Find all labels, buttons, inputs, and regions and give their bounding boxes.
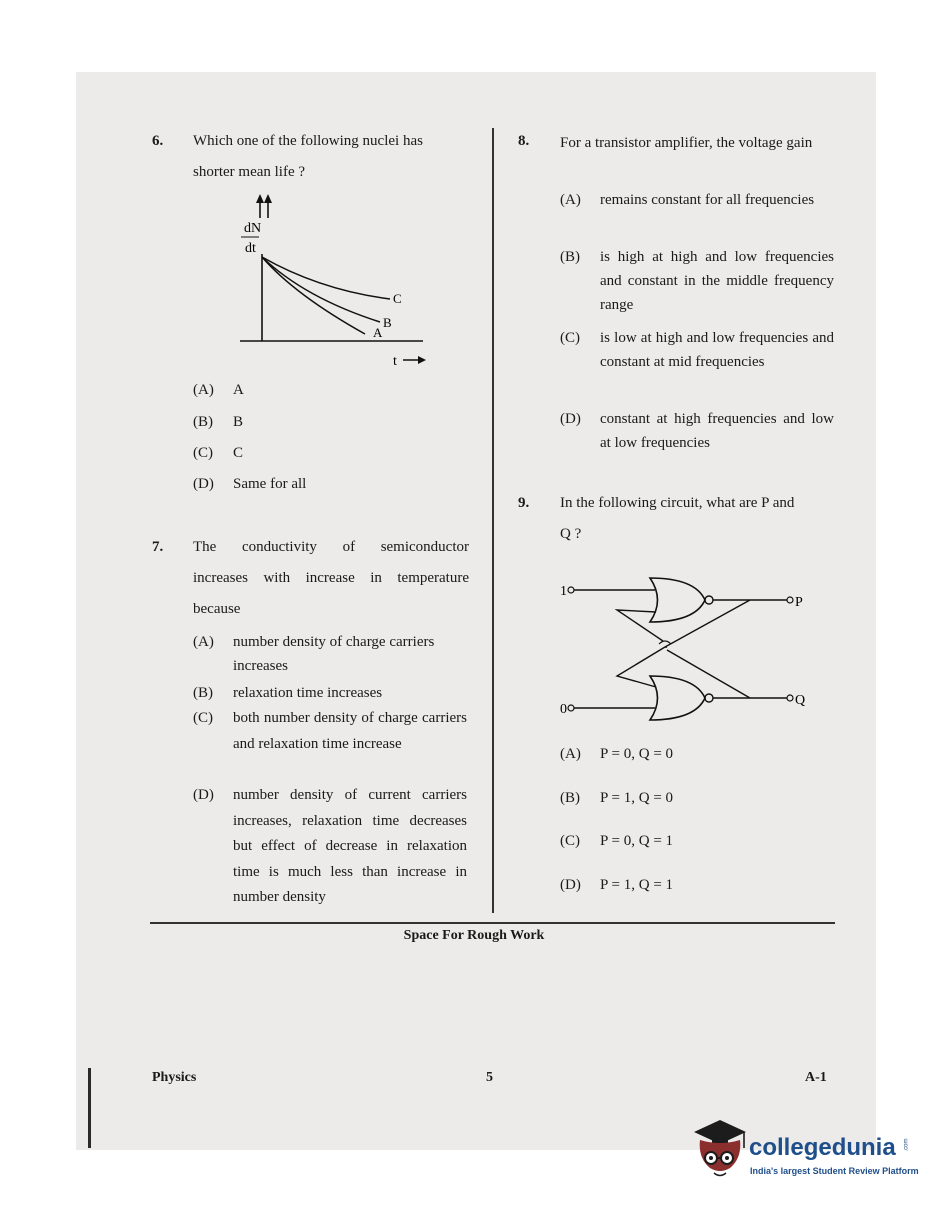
output-p-label: P — [795, 595, 803, 610]
q9-option-c: (C) P = 0, Q = 1 — [560, 833, 674, 849]
q7-option-d: (D) number density of current carriers increases, relaxation time decreases but effect of decrease in relaxation time is much less than increase in number density — [193, 787, 467, 905]
scan-edge-mark — [88, 1068, 91, 1148]
q9-option-a: (A) P = 0, Q = 0 — [560, 746, 674, 762]
q6-option-d: (D) Same for all — [193, 476, 307, 492]
q8-option-a: (A) remains constant for all frequencies — [560, 192, 815, 208]
collegedunia-brand: collegedunia — [749, 1134, 896, 1161]
collegedunia-tagline: India's largest Student Review Platform — [750, 1166, 919, 1176]
rough-work-divider — [150, 922, 835, 924]
q9-number: 9. — [518, 495, 530, 511]
q6-option-b: (B) B — [193, 414, 244, 430]
column-divider — [492, 128, 494, 913]
q8-number: 8. — [518, 133, 530, 149]
q6-option-a: (A) A — [193, 382, 244, 398]
q7-number: 7. — [152, 539, 164, 555]
q8-option-d: (D) constant at high frequencies and low at low frequencies — [560, 411, 834, 451]
q6-number: 6. — [152, 133, 164, 149]
q8-option-b: (B) is high at high and low frequencies and constant in the middle frequency range — [560, 249, 834, 313]
footer-page-number: 5 — [486, 1070, 493, 1085]
rough-work-label: Space For Rough Work — [403, 928, 545, 943]
q7-text: The conductivity of semiconductor increases with increase in temperature because — [193, 539, 469, 617]
x-axis-label: t — [393, 354, 397, 369]
input-top-label: 1 — [560, 584, 567, 599]
output-q-label: Q — [795, 693, 806, 708]
q7-option-c: (C) both number density of charge carriers and relaxation time increase — [193, 710, 467, 752]
q8-option-c: (C) is low at high and low frequencies and constant at mid frequencies — [560, 330, 834, 370]
q7-option-b: (B) relaxation time increases — [193, 685, 383, 701]
q6-text: Which one of the following nuclei has shorter mean life ? — [193, 133, 423, 180]
q9-option-b: (B) P = 1, Q = 0 — [560, 790, 674, 806]
y-axis-numerator: dN — [244, 221, 262, 236]
curve-label-c: C — [393, 291, 402, 306]
footer-code: A-1 — [805, 1070, 827, 1085]
curve-label-b: B — [383, 315, 392, 330]
q6-option-c: (C) C — [193, 445, 244, 461]
curve-a — [262, 257, 365, 334]
collegedunia-tld: .com — [903, 1138, 910, 1152]
q9-option-d: (D) P = 1, Q = 1 — [560, 877, 674, 893]
footer-subject: Physics — [152, 1070, 197, 1085]
input-bottom-label: 0 — [560, 702, 567, 717]
logic-circuit — [555, 570, 810, 725]
q8-text: For a transistor amplifier, the voltage gain — [560, 135, 813, 151]
q9-text: In the following circuit, what are P and Q ? — [560, 495, 795, 542]
collegedunia-mascot-icon — [690, 1118, 748, 1180]
curve-c — [262, 257, 390, 299]
q7-option-a: (A) number density of charge carriers increases — [193, 634, 435, 674]
nor-gate-bottom — [650, 676, 705, 720]
decay-graph — [225, 190, 430, 375]
curve-label-a: A — [373, 325, 383, 340]
y-axis-denominator: dt — [245, 241, 256, 256]
nor-gate-top — [650, 578, 705, 622]
